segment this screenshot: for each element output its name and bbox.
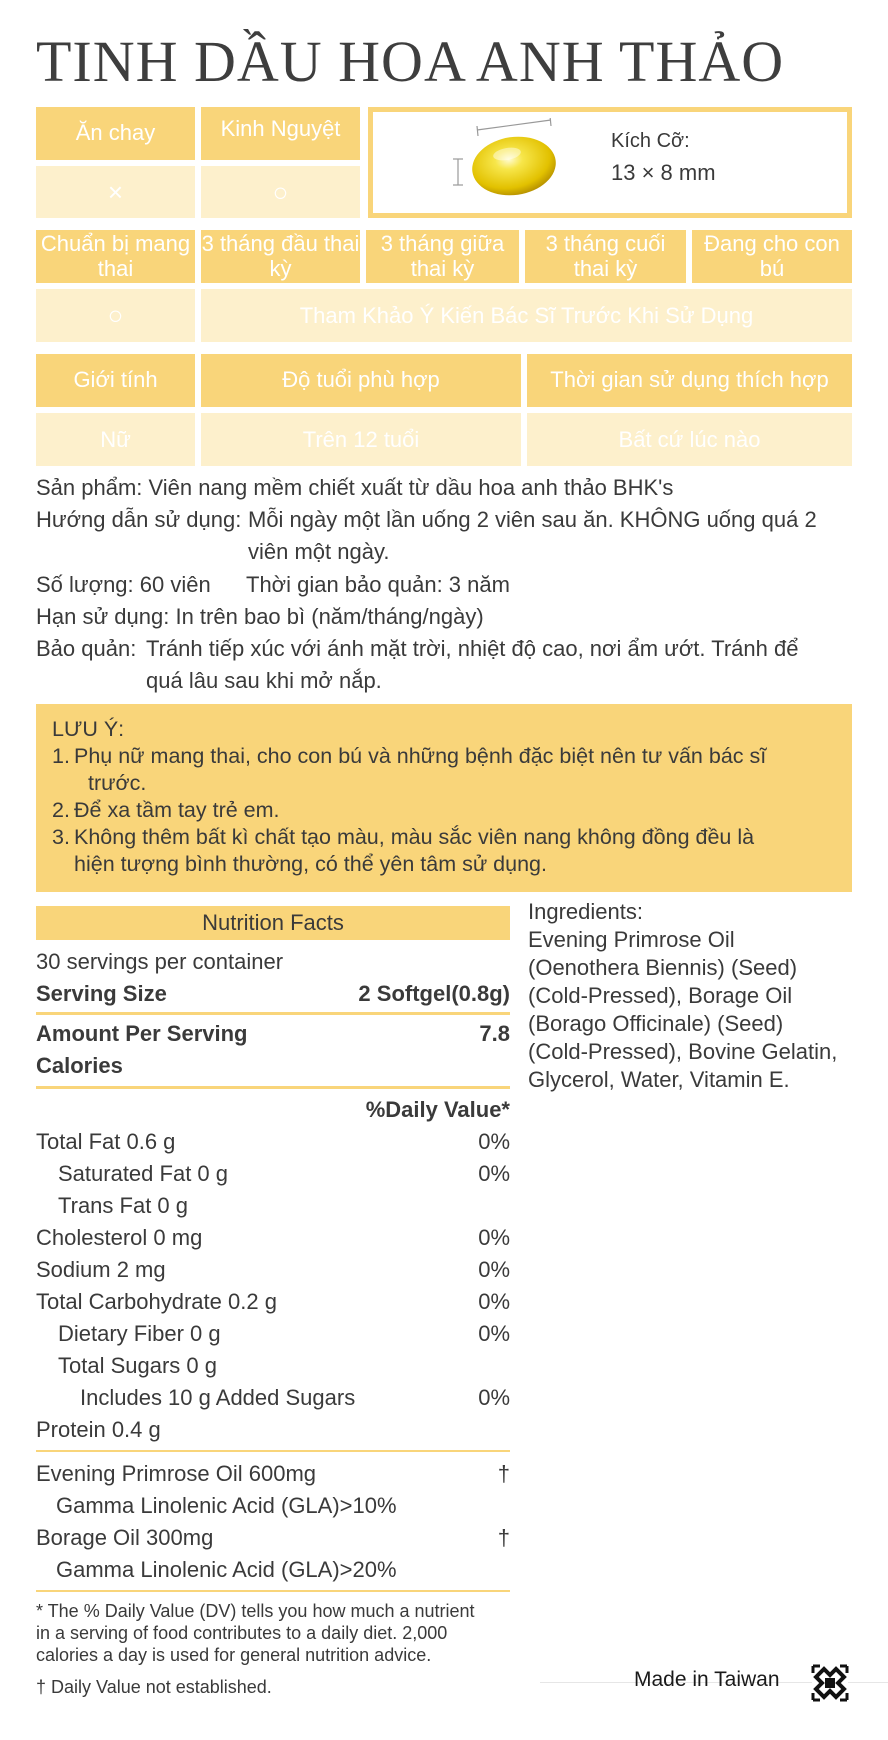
- nutrient-label: Includes 10 g Added Sugars: [80, 1385, 356, 1410]
- nutrient-dv: 0%: [478, 1385, 510, 1410]
- nutrient-label: Saturated Fat 0 g: [58, 1161, 228, 1186]
- note-text: Không thêm bất kì chất tạo màu, màu sắc viên nang không đồng đều là: [74, 825, 755, 849]
- made-in-taiwan: Made in Taiwan: [634, 1668, 780, 1691]
- nutrient-label: Total Fat 0.6 g: [36, 1129, 176, 1154]
- header-first-trimester: 3 tháng đầu thai kỳ: [201, 230, 360, 283]
- nutrient-row: [36, 1222, 510, 1254]
- nutrient-row: [36, 1254, 510, 1286]
- oil-row: [36, 1522, 510, 1554]
- usage-line1: Mỗi ngày một lần uống 2 viên sau ăn. KHÔNG uống quá 2: [248, 507, 817, 532]
- note-number: 2.: [52, 798, 70, 822]
- nutrient-label: Dietary Fiber 0 g: [58, 1321, 221, 1346]
- softgel-capsule-icon: [451, 118, 591, 208]
- nutrient-label: Protein 0.4 g: [36, 1417, 161, 1442]
- footnote-line: calories a day is used for general nutrition advice.: [36, 1645, 432, 1665]
- nutrient-row: [36, 1414, 510, 1446]
- ingredients-line: (Oenothera Biennis) (Seed): [528, 955, 798, 980]
- ingredients: [528, 898, 858, 1094]
- storage-line1: Tránh tiếp xúc với ánh mặt trời, nhiệt độ cao, nơi ẩm ướt. Tránh để: [146, 636, 799, 661]
- nutrient-dv: 0%: [478, 1289, 510, 1314]
- size-value: 13 × 8 mm: [611, 160, 716, 185]
- notes-box: [36, 704, 852, 892]
- value-age: Trên 12 tuổi: [201, 413, 521, 466]
- header-menstruation: Kinh Nguyệt: [201, 107, 360, 160]
- value-vegetarian: ×: [36, 166, 195, 218]
- nutrient-row: [36, 1158, 510, 1190]
- serving-size-row: [36, 978, 510, 1010]
- amount-label: Amount Per Serving: [36, 1021, 248, 1046]
- ingredients-line: (Borago Officinale) (Seed): [528, 1011, 784, 1036]
- oil-mark: †: [497, 1461, 510, 1486]
- value-gender: Nữ: [36, 413, 195, 466]
- header-second-trimester: 3 tháng giữa thai kỳ: [366, 230, 519, 283]
- amount-per-serving-row: [36, 1018, 510, 1050]
- ingredients-line: (Cold-Pressed), Bovine Gelatin,: [528, 1039, 838, 1064]
- nutrient-dv: 0%: [478, 1257, 510, 1282]
- nutrient-row: [36, 1382, 510, 1414]
- dagger-note: † Daily Value not established.: [36, 1677, 272, 1697]
- value-consult-doctor: Tham Khảo Ý Kiến Bác Sĩ Trước Khi Sử Dụng: [201, 289, 852, 342]
- usage-line2: viên một ngày.: [248, 539, 390, 564]
- product-line: Sản phẩm: Viên nang mềm chiết xuất từ dầu hoa anh thảo BHK's: [36, 475, 674, 500]
- oil-row: [36, 1490, 510, 1522]
- footnote-line: * The % Daily Value (DV) tells you how much a nutrient: [36, 1601, 475, 1621]
- size-label: Kích Cỡ:: [611, 130, 690, 152]
- storage-label: Bảo quản:: [36, 636, 137, 661]
- nutrient-label: Total Carbohydrate 0.2 g: [36, 1289, 277, 1314]
- nutrient-row: [36, 1318, 510, 1350]
- value-preparing-pregnancy: ○: [36, 289, 195, 342]
- note-item: [52, 797, 836, 824]
- ingredients-line: Ingredients:: [528, 899, 643, 924]
- oil-label: Gamma Linolenic Acid (GLA)>20%: [56, 1557, 397, 1582]
- note-number: 3.: [52, 825, 70, 849]
- servings-per-container: 30 servings per container: [36, 949, 284, 974]
- note-item: [52, 743, 836, 797]
- oil-label: Gamma Linolenic Acid (GLA)>10%: [56, 1493, 397, 1518]
- recycle-icon: [810, 1663, 850, 1703]
- divider: [36, 1012, 510, 1015]
- nutrient-label: Trans Fat 0 g: [58, 1193, 189, 1218]
- ingredients-line: Evening Primrose Oil: [528, 927, 735, 952]
- nutrient-dv: 0%: [478, 1161, 510, 1186]
- divider: [36, 1590, 510, 1592]
- oil-mark: †: [497, 1525, 510, 1550]
- note-text-cont: hiện tượng bình thường, có thể yên tâm sử dụng.: [74, 852, 547, 876]
- note-text: Để xa tầm tay trẻ em.: [74, 798, 280, 822]
- note-text: Phụ nữ mang thai, cho con bú và những bệnh đặc biệt nên tư vấn bác sĩ: [74, 744, 767, 768]
- footnote: [36, 1600, 516, 1666]
- nutrient-label: Total Sugars 0 g: [58, 1353, 217, 1378]
- capsule-size-box: [368, 107, 852, 218]
- nutrient-row: [36, 1350, 510, 1382]
- divider: [36, 1086, 510, 1089]
- header-age: Độ tuổi phù hợp: [201, 354, 521, 407]
- oil-row: [36, 1554, 510, 1586]
- header-third-trimester: 3 tháng cuối thai kỳ: [525, 230, 686, 283]
- oil-label: Evening Primrose Oil 600mg: [36, 1461, 317, 1486]
- note-number: 1.: [52, 744, 70, 768]
- header-preparing-pregnancy: Chuẩn bị mang thai: [36, 230, 195, 283]
- footnote-line: in a serving of food contributes to a daily diet. 2,000: [36, 1623, 448, 1643]
- note-item: [52, 824, 836, 878]
- note-text-cont: trước.: [88, 771, 147, 795]
- quantity: Số lượng: 60 viên: [36, 572, 211, 597]
- expiry: Hạn sử dụng: In trên bao bì (năm/tháng/ngày): [36, 604, 484, 629]
- header-breastfeeding: Đang cho con bú: [692, 230, 852, 283]
- storage-line2: quá lâu sau khi mở nắp.: [146, 668, 382, 693]
- page-title: TINH DẦU HOA ANH THẢO: [36, 29, 785, 94]
- oil-row: [36, 1458, 510, 1490]
- serving-size-value: 2 Softgel(0.8g): [358, 981, 510, 1006]
- oil-label: Borage Oil 300mg: [36, 1525, 214, 1550]
- ingredients-line: Glycerol, Water, Vitamin E.: [528, 1067, 790, 1092]
- ingredients-line: (Cold-Pressed), Borage Oil: [528, 983, 793, 1008]
- header-usage-time: Thời gian sử dụng thích hợp: [527, 354, 852, 407]
- value-menstruation: ○: [201, 166, 360, 218]
- header-gender: Giới tính: [36, 354, 195, 407]
- nutrient-dv: 0%: [478, 1129, 510, 1154]
- nutrition-heading: Nutrition Facts: [36, 906, 510, 940]
- nutrient-label: Sodium 2 mg: [36, 1257, 166, 1282]
- serving-size-label: Serving Size: [36, 981, 167, 1006]
- nutrient-label: Cholesterol 0 mg: [36, 1225, 203, 1250]
- nutrient-row: [36, 1126, 510, 1158]
- shelf-life: Thời gian bảo quản: 3 năm: [246, 572, 510, 597]
- notes-heading: LƯU Ý:: [52, 717, 125, 741]
- nutrient-row: [36, 1190, 510, 1222]
- nutrient-dv: 0%: [478, 1321, 510, 1346]
- divider: [36, 1450, 510, 1452]
- value-usage-time: Bất cứ lúc nào: [527, 413, 852, 466]
- nutrient-row: [36, 1286, 510, 1318]
- usage-label: Hướng dẫn sử dụng:: [36, 507, 242, 532]
- calories-value: 7.8: [479, 1021, 510, 1046]
- nutrient-dv: 0%: [478, 1225, 510, 1250]
- daily-value-header: %Daily Value*: [365, 1097, 510, 1122]
- header-vegetarian: Ăn chay: [36, 107, 195, 160]
- calories-label: Calories: [36, 1053, 123, 1078]
